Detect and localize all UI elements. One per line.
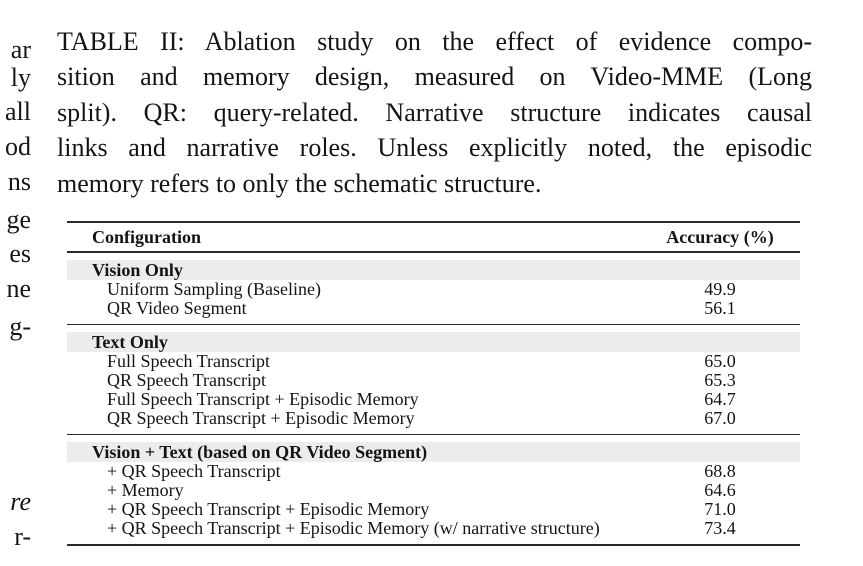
left-column-text-fragment: r-: [14, 522, 31, 551]
row-accuracy-value: 65.0: [704, 351, 736, 371]
table-row: [67, 390, 800, 409]
caption-line: memory refers to only the schematic structure.: [57, 168, 542, 198]
row-accuracy-value: 71.0: [704, 499, 736, 519]
table-row: [67, 409, 800, 428]
row-config-label: QR Video Segment: [107, 298, 247, 318]
row-accuracy-value: 56.1: [704, 298, 736, 318]
table-row: [67, 352, 800, 371]
row-config-label: + Memory: [107, 480, 184, 500]
section-header-row: Text Only: [67, 332, 800, 352]
row-accuracy-value: 73.4: [704, 518, 736, 538]
row-accuracy-value: 67.0: [704, 408, 736, 428]
row-config-label: + QR Speech Transcript: [107, 461, 281, 481]
left-column-text-fragment: re: [10, 487, 31, 516]
row-config-label: QR Speech Transcript + Episodic Memory: [107, 408, 415, 428]
row-accuracy-value: 64.7: [704, 389, 736, 409]
ablation-table: [67, 221, 800, 546]
accuracy-column-header: Accuracy (%): [666, 226, 774, 247]
table-row: [67, 299, 800, 318]
ablation-table-body: [67, 253, 800, 544]
row-config-label: Uniform Sampling (Baseline): [107, 279, 321, 299]
left-column-text-fragment: od: [5, 132, 31, 161]
table-caption: [57, 24, 812, 201]
left-column-text-fragment: es: [9, 239, 31, 268]
table-row: [67, 500, 800, 519]
left-column-text-fragment: ar: [10, 35, 31, 64]
row-accuracy-value: 49.9: [704, 279, 736, 299]
table-row: [67, 519, 800, 538]
row-accuracy-value: 65.3: [704, 370, 736, 390]
caption-line: TABLE II: Ablation study on the effect of evidence compo-: [57, 27, 812, 56]
section-header-row: Vision Only: [67, 260, 800, 280]
configuration-column-header: Configuration: [92, 226, 202, 247]
left-column-text-fragment: g-: [9, 312, 31, 341]
table-row: [67, 481, 800, 500]
row-accuracy-value: 64.6: [704, 480, 736, 500]
left-column-text-fragment: ns: [7, 167, 31, 196]
row-config-label: QR Speech Transcript: [107, 370, 266, 390]
table-row: [67, 371, 800, 390]
table-row: [67, 280, 800, 299]
row-config-label: Full Speech Transcript + Episodic Memory: [107, 389, 419, 409]
table-header-row: [67, 223, 800, 253]
row-config-label: Full Speech Transcript: [107, 351, 271, 371]
row-config-label: + QR Speech Transcript + Episodic Memory: [107, 499, 430, 519]
caption-line: sition and memory design, measured on Video-MME (Long: [57, 62, 812, 92]
left-column-fragments: [0, 0, 31, 566]
table-row: [67, 462, 800, 481]
left-column-text-fragment: ly: [10, 63, 31, 92]
left-column-text-fragment: ne: [6, 274, 31, 303]
left-column-text-fragment: ge: [6, 205, 31, 234]
table-bottom-rule: [67, 544, 800, 546]
caption-line: links and narrative roles. Unless explicitly noted, the episodic: [57, 133, 812, 163]
row-accuracy-value: 68.8: [704, 461, 736, 481]
table-section: [67, 434, 800, 544]
table-section: [67, 324, 800, 434]
caption-line: split). QR: query-related. Narrative structure indicates causal: [57, 97, 812, 127]
section-header-row: Vision + Text (based on QR Video Segment): [67, 442, 800, 462]
table-section: [67, 253, 800, 324]
left-column-text-fragment: all: [5, 97, 31, 126]
row-config-label: + QR Speech Transcript + Episodic Memory (w/ narrative structure): [107, 518, 600, 538]
